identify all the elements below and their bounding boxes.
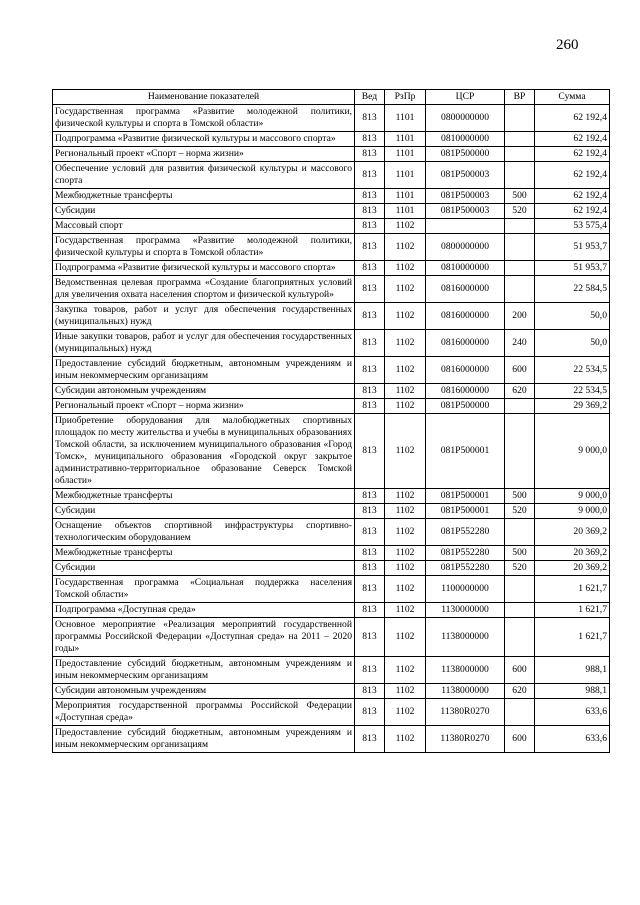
cell-rzpr: 1102 — [385, 699, 426, 726]
cell-name: Массовый спорт — [53, 219, 355, 234]
cell-name: Ведомственная целевая программа «Создание благоприятных условий для увеличения охвата населения спортом и физической культурой» — [53, 276, 355, 303]
cell-sum: 988,1 — [535, 657, 610, 684]
page-number: 260 — [556, 37, 579, 53]
cell-csr: 081P500003 — [426, 162, 505, 189]
cell-name: Основное мероприятие «Реализация мероприятий государственной программы Российской Федерации «Доступная среда» на 2011 – 2020 годы» — [53, 618, 355, 657]
cell-ved: 813 — [355, 189, 385, 204]
cell-name: Субсидии — [53, 204, 355, 219]
table-row — [53, 726, 610, 753]
header-csr: ЦСР — [426, 90, 505, 105]
cell-sum: 29 369,2 — [535, 399, 610, 414]
cell-ved: 813 — [355, 399, 385, 414]
cell-csr: 1100000000 — [426, 576, 505, 603]
cell-vr — [505, 699, 535, 726]
cell-sum: 20 369,2 — [535, 519, 610, 546]
cell-csr: 081P500003 — [426, 189, 505, 204]
cell-vr — [505, 519, 535, 546]
cell-vr: 600 — [505, 657, 535, 684]
cell-rzpr: 1102 — [385, 303, 426, 330]
cell-sum: 9 000,0 — [535, 504, 610, 519]
cell-csr: 0816000000 — [426, 276, 505, 303]
cell-sum: 633,6 — [535, 699, 610, 726]
cell-ved: 813 — [355, 330, 385, 357]
table-row — [53, 276, 610, 303]
cell-ved: 813 — [355, 699, 385, 726]
cell-rzpr: 1102 — [385, 519, 426, 546]
cell-csr: 1138000000 — [426, 684, 505, 699]
cell-sum: 53 575,4 — [535, 219, 610, 234]
cell-vr: 600 — [505, 357, 535, 384]
table-row — [53, 618, 610, 657]
cell-ved: 813 — [355, 303, 385, 330]
cell-rzpr: 1101 — [385, 105, 426, 132]
cell-rzpr: 1102 — [385, 504, 426, 519]
cell-csr: 0810000000 — [426, 261, 505, 276]
cell-name: Государственная программа «Развитие молодежной политики, физической культуры и спорта в Томской области» — [53, 105, 355, 132]
cell-rzpr: 1102 — [385, 603, 426, 618]
cell-vr — [505, 618, 535, 657]
cell-sum: 22 584,5 — [535, 276, 610, 303]
cell-sum: 988,1 — [535, 684, 610, 699]
cell-vr — [505, 261, 535, 276]
cell-vr: 620 — [505, 684, 535, 699]
cell-csr: 081P500001 — [426, 414, 505, 489]
cell-vr — [505, 147, 535, 162]
cell-vr: 600 — [505, 726, 535, 753]
cell-vr — [505, 132, 535, 147]
cell-sum: 20 369,2 — [535, 546, 610, 561]
cell-csr: 0800000000 — [426, 105, 505, 132]
cell-sum: 51 953,7 — [535, 234, 610, 261]
cell-rzpr: 1102 — [385, 657, 426, 684]
table-row — [53, 105, 610, 132]
table-row — [53, 546, 610, 561]
cell-csr: 081P552280 — [426, 546, 505, 561]
table-header-row — [53, 90, 610, 105]
cell-sum: 62 192,4 — [535, 189, 610, 204]
table-row — [53, 147, 610, 162]
cell-sum: 62 192,4 — [535, 132, 610, 147]
cell-csr: 0810000000 — [426, 132, 505, 147]
budget-table — [52, 89, 610, 753]
cell-vr: 500 — [505, 189, 535, 204]
cell-rzpr: 1102 — [385, 384, 426, 399]
cell-vr — [505, 399, 535, 414]
header-vr: ВР — [505, 90, 535, 105]
cell-ved: 813 — [355, 684, 385, 699]
table-row — [53, 603, 610, 618]
cell-rzpr: 1102 — [385, 414, 426, 489]
cell-vr — [505, 414, 535, 489]
cell-ved: 813 — [355, 384, 385, 399]
cell-ved: 813 — [355, 519, 385, 546]
cell-vr — [505, 276, 535, 303]
table-row — [53, 330, 610, 357]
cell-csr — [426, 219, 505, 234]
cell-name: Межбюджетные трансферты — [53, 189, 355, 204]
table-row — [53, 234, 610, 261]
cell-name: Обеспечение условий для развития физической культуры и массового спорта — [53, 162, 355, 189]
cell-name: Субсидии — [53, 561, 355, 576]
table-row — [53, 699, 610, 726]
cell-csr: 081P552280 — [426, 561, 505, 576]
cell-ved: 813 — [355, 603, 385, 618]
cell-ved: 813 — [355, 489, 385, 504]
cell-rzpr: 1102 — [385, 357, 426, 384]
cell-sum: 1 621,7 — [535, 576, 610, 603]
cell-ved: 813 — [355, 162, 385, 189]
cell-name: Приобретение оборудования для малобюджетных спортивных площадок по месту жительства и учебы в муниципальных образованиях Томской области, за исключением муниципального образования «Город Томск», муниципального образования «Городской округ закрытое административно-территориальное образование Северск Томской области» — [53, 414, 355, 489]
cell-sum: 22 534,5 — [535, 384, 610, 399]
cell-ved: 813 — [355, 105, 385, 132]
cell-csr: 1138000000 — [426, 618, 505, 657]
cell-csr: 081P552280 — [426, 519, 505, 546]
cell-csr: 081P500000 — [426, 147, 505, 162]
cell-ved: 813 — [355, 357, 385, 384]
cell-csr: 11380R0270 — [426, 726, 505, 753]
cell-vr: 520 — [505, 204, 535, 219]
table-row — [53, 504, 610, 519]
cell-rzpr: 1102 — [385, 261, 426, 276]
table-row — [53, 189, 610, 204]
cell-vr: 500 — [505, 546, 535, 561]
cell-sum: 51 953,7 — [535, 261, 610, 276]
table-row — [53, 657, 610, 684]
cell-ved: 813 — [355, 618, 385, 657]
cell-ved: 813 — [355, 546, 385, 561]
cell-csr: 1138000000 — [426, 657, 505, 684]
cell-ved: 813 — [355, 204, 385, 219]
cell-name: Мероприятия государственной программы Российской Федерации «Доступная среда» — [53, 699, 355, 726]
table-row — [53, 303, 610, 330]
cell-vr: 520 — [505, 504, 535, 519]
header-ved: Вед — [355, 90, 385, 105]
cell-rzpr: 1102 — [385, 219, 426, 234]
cell-sum: 20 369,2 — [535, 561, 610, 576]
cell-ved: 813 — [355, 147, 385, 162]
cell-rzpr: 1102 — [385, 561, 426, 576]
cell-sum: 50,0 — [535, 303, 610, 330]
cell-sum: 50,0 — [535, 330, 610, 357]
cell-name: Оснащение объектов спортивной инфраструктуры спортивно-технологическим оборудованием — [53, 519, 355, 546]
cell-rzpr: 1102 — [385, 684, 426, 699]
cell-sum: 9 000,0 — [535, 489, 610, 504]
cell-rzpr: 1102 — [385, 546, 426, 561]
cell-name: Региональный проект «Спорт – норма жизни» — [53, 147, 355, 162]
cell-ved: 813 — [355, 504, 385, 519]
cell-rzpr: 1102 — [385, 618, 426, 657]
cell-name: Региональный проект «Спорт – норма жизни» — [53, 399, 355, 414]
cell-sum: 62 192,4 — [535, 105, 610, 132]
cell-name: Подпрограмма «Развитие физической культуры и массового спорта» — [53, 261, 355, 276]
cell-name: Субсидии автономным учреждениям — [53, 684, 355, 699]
cell-vr — [505, 234, 535, 261]
cell-ved: 813 — [355, 414, 385, 489]
table-body — [53, 105, 610, 753]
cell-ved: 813 — [355, 657, 385, 684]
header-name: Наименование показателей — [53, 90, 355, 105]
cell-name: Предоставление субсидий бюджетным, автономным учреждениям и иным некоммерческим организациям — [53, 657, 355, 684]
cell-sum: 9 000,0 — [535, 414, 610, 489]
cell-name: Предоставление субсидий бюджетным, автономным учреждениям и иным некоммерческим организациям — [53, 726, 355, 753]
table-row — [53, 204, 610, 219]
table-row — [53, 261, 610, 276]
cell-name: Закупка товаров, работ и услуг для обеспечения государственных (муниципальных) нужд — [53, 303, 355, 330]
cell-name: Предоставление субсидий бюджетным, автономным учреждениям и иным некоммерческим организациям — [53, 357, 355, 384]
table-row — [53, 219, 610, 234]
cell-rzpr: 1102 — [385, 234, 426, 261]
cell-csr: 11380R0270 — [426, 699, 505, 726]
cell-vr: 520 — [505, 561, 535, 576]
cell-csr: 081P500000 — [426, 399, 505, 414]
cell-rzpr: 1102 — [385, 489, 426, 504]
cell-rzpr: 1102 — [385, 576, 426, 603]
cell-csr: 0816000000 — [426, 384, 505, 399]
cell-vr: 500 — [505, 489, 535, 504]
table-row — [53, 384, 610, 399]
cell-sum: 22 534,5 — [535, 357, 610, 384]
cell-name: Межбюджетные трансферты — [53, 489, 355, 504]
cell-name: Субсидии автономным учреждениям — [53, 384, 355, 399]
cell-csr: 0816000000 — [426, 357, 505, 384]
cell-ved: 813 — [355, 726, 385, 753]
cell-rzpr: 1101 — [385, 204, 426, 219]
cell-sum: 1 621,7 — [535, 618, 610, 657]
table-row — [53, 162, 610, 189]
cell-csr: 081P500001 — [426, 489, 505, 504]
header-rzpr: РзПр — [385, 90, 426, 105]
cell-ved: 813 — [355, 132, 385, 147]
cell-rzpr: 1102 — [385, 330, 426, 357]
table-row — [53, 519, 610, 546]
cell-csr: 1130000000 — [426, 603, 505, 618]
cell-rzpr: 1102 — [385, 276, 426, 303]
cell-csr: 081P500001 — [426, 504, 505, 519]
cell-name: Межбюджетные трансферты — [53, 546, 355, 561]
table-row — [53, 561, 610, 576]
table-row — [53, 684, 610, 699]
cell-rzpr: 1101 — [385, 162, 426, 189]
cell-ved: 813 — [355, 234, 385, 261]
cell-ved: 813 — [355, 219, 385, 234]
cell-rzpr: 1101 — [385, 147, 426, 162]
table-row — [53, 399, 610, 414]
cell-csr: 0816000000 — [426, 303, 505, 330]
cell-vr: 620 — [505, 384, 535, 399]
table-row — [53, 414, 610, 489]
cell-ved: 813 — [355, 561, 385, 576]
cell-rzpr: 1102 — [385, 726, 426, 753]
table-row — [53, 357, 610, 384]
cell-rzpr: 1101 — [385, 132, 426, 147]
table-row — [53, 132, 610, 147]
cell-vr — [505, 219, 535, 234]
cell-vr — [505, 162, 535, 189]
cell-sum: 62 192,4 — [535, 204, 610, 219]
cell-vr — [505, 603, 535, 618]
cell-name: Субсидии — [53, 504, 355, 519]
cell-csr: 0800000000 — [426, 234, 505, 261]
cell-sum: 633,6 — [535, 726, 610, 753]
cell-ved: 813 — [355, 276, 385, 303]
cell-rzpr: 1102 — [385, 399, 426, 414]
cell-vr: 240 — [505, 330, 535, 357]
cell-vr — [505, 576, 535, 603]
cell-ved: 813 — [355, 261, 385, 276]
cell-name: Иные закупки товаров, работ и услуг для обеспечения государственных (муниципальных) нужд — [53, 330, 355, 357]
cell-sum: 62 192,4 — [535, 147, 610, 162]
cell-name: Государственная программа «Социальная поддержка населения Томской области» — [53, 576, 355, 603]
cell-sum: 62 192,4 — [535, 162, 610, 189]
cell-name: Государственная программа «Развитие молодежной политики, физической культуры и спорта в Томской области» — [53, 234, 355, 261]
cell-name: Подпрограмма «Развитие физической культуры и массового спорта» — [53, 132, 355, 147]
cell-rzpr: 1101 — [385, 189, 426, 204]
cell-name: Подпрограмма «Доступная среда» — [53, 603, 355, 618]
cell-sum: 1 621,7 — [535, 603, 610, 618]
cell-vr — [505, 105, 535, 132]
table-row — [53, 576, 610, 603]
cell-csr: 0816000000 — [426, 330, 505, 357]
table-row — [53, 489, 610, 504]
cell-vr: 200 — [505, 303, 535, 330]
header-sum: Сумма — [535, 90, 610, 105]
cell-csr: 081P500003 — [426, 204, 505, 219]
cell-ved: 813 — [355, 576, 385, 603]
